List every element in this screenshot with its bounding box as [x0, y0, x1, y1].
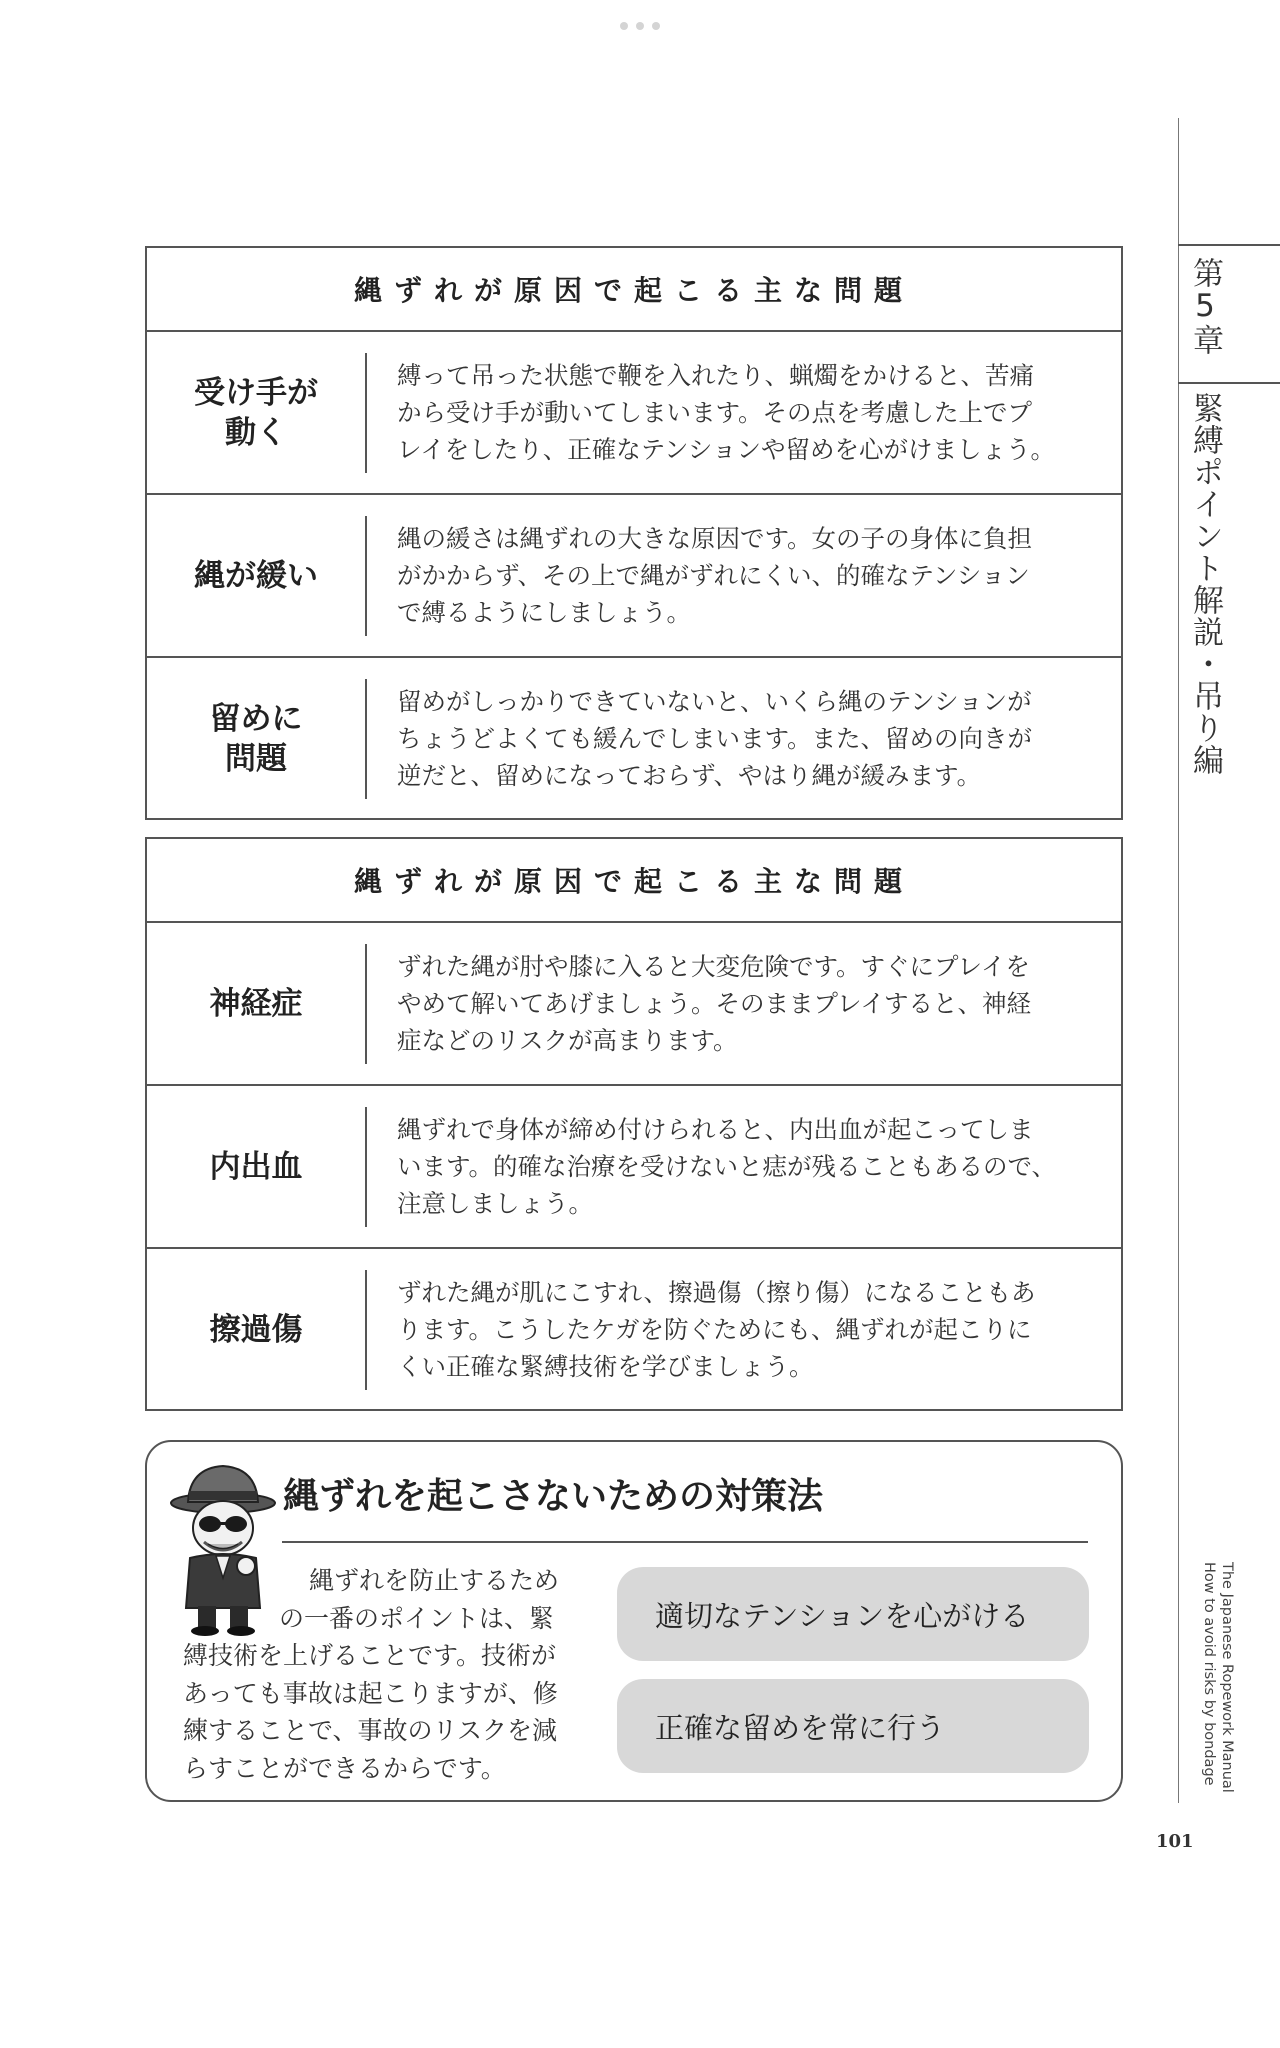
row-description: 縄の緩さは縄ずれの大きな原因です。女の子の身体に負担 がかからず、その上で縄がずれにくい、的確なテンション で縛るようにしましょう。 — [397, 524, 1033, 627]
page-number: 101 — [1156, 1831, 1194, 1852]
table-row — [147, 923, 1121, 1086]
row-label: 内出血 — [209, 1148, 303, 1185]
table-row — [147, 1249, 1121, 1410]
row-description: ずれた縄が肘や膝に入ると大変危険です。すぐにプレイを やめて解いてあげましょう。そのままプレイすると、神経 症などのリスクが高まります。 — [397, 952, 1032, 1055]
row-divider — [365, 1107, 367, 1227]
row-divider — [365, 679, 367, 799]
row-divider — [365, 944, 367, 1064]
title-underline — [282, 1541, 1088, 1543]
point-pill: 正確な留めを常に行う — [617, 1679, 1089, 1773]
section-title-vertical: 緊縛ポイント解説・吊り編 — [1187, 392, 1223, 776]
chapter-rule-top — [1178, 244, 1280, 246]
row-label: 擦過傷 — [209, 1311, 303, 1348]
book-title-english: The Japanese Ropework Manual How to avoid risks by bondage — [1201, 1562, 1235, 1793]
table-row — [147, 332, 1121, 495]
point-pill: 適切なテンションを心がける — [617, 1567, 1089, 1661]
table-header: 縄ずれが原因で起こる主な問題 — [147, 248, 1121, 332]
row-description: ずれた縄が肌にこすれ、擦過傷（擦り傷）になることもあ ります。こうしたケガを防ぐためにも、縄ずれが起こりに くい正確な緊縛技術を学びましょう。 — [397, 1278, 1036, 1381]
table-row — [147, 495, 1121, 658]
margin-rule — [1178, 118, 1179, 1803]
table-header: 縄ずれが原因で起こる主な問題 — [147, 839, 1121, 923]
problems-table-2 — [145, 837, 1123, 1411]
row-divider — [365, 1270, 367, 1390]
row-label: 留めに 問題 — [209, 700, 303, 777]
row-description: 留めがしっかりできていないと、いくら縄のテンションが ちょうどよくても緩んでしまいます。また、留めの向きが 逆だと、留めになっておらず、やはり縄が緩みます。 — [397, 687, 1033, 790]
row-divider — [365, 516, 367, 636]
page-dots-indicator — [620, 22, 664, 32]
chapter-rule-bottom — [1178, 382, 1280, 384]
countermeasures-title: 縄ずれを起こさないための対策法 — [283, 1476, 824, 1517]
row-label: 受け手が 動く — [194, 374, 318, 451]
row-label: 縄が緩い — [194, 557, 318, 594]
row-divider — [365, 353, 367, 473]
row-label: 神経症 — [209, 985, 303, 1022]
problems-table-1 — [145, 246, 1123, 820]
row-description: 縛って吊った状態で鞭を入れたり、蝋燭をかけると、苦痛 から受け手が動いてしまいます。その点を考慮した上でプ レイをしたり、正確なテンションや留めを心がけましょう。 — [397, 361, 1055, 464]
countermeasures-body: 縄ずれを防止するため の一番のポイントは、緊 縛技術を上げることです。技術が あっても事故は起こりますが、修 練することで、事故のリスクを減 らすことができるからです。 — [183, 1566, 560, 1783]
table-row — [147, 658, 1121, 819]
chapter-label: 第5章 — [1187, 257, 1223, 355]
row-description: 縄ずれで身体が締め付けられると、内出血が起こってしま います。的確な治療を受けないと痣が残ることもあるので、 注意しましょう。 — [397, 1115, 1057, 1218]
table-row — [147, 1086, 1121, 1249]
